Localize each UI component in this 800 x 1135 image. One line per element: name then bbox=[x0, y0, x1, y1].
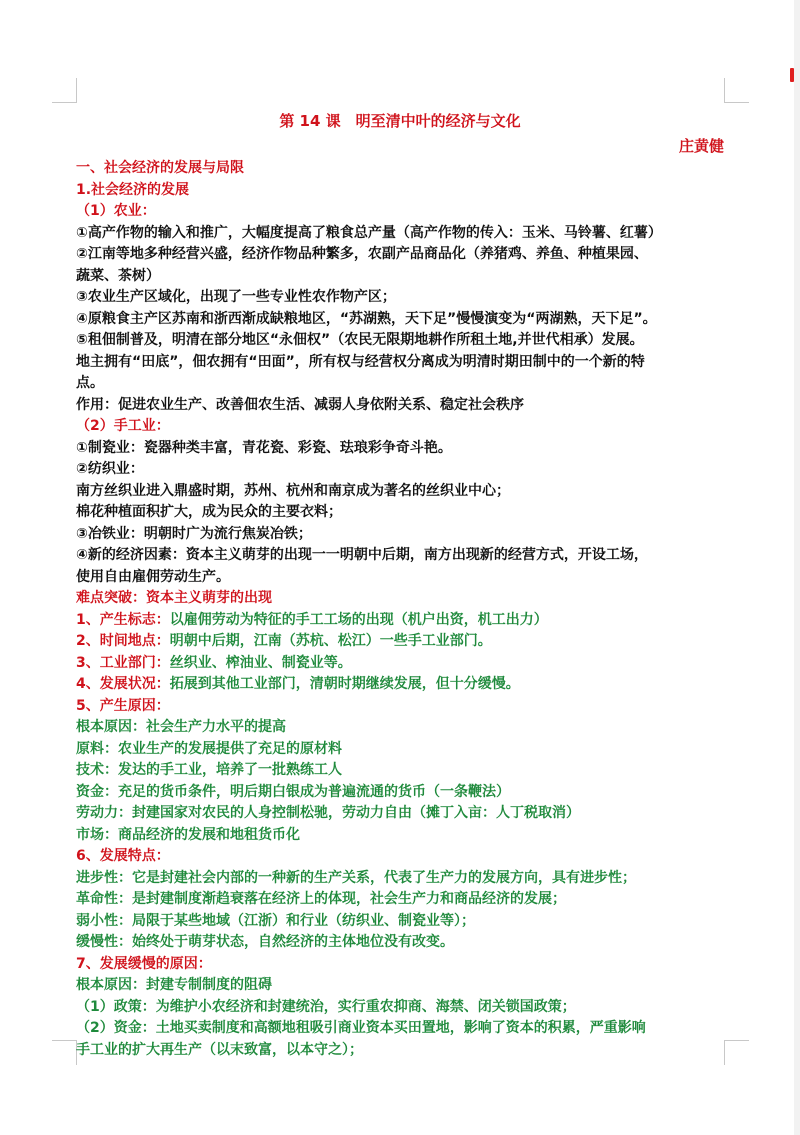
text-segment: （1）政策：为维护小农经济和封建统治，实行重农抑商、海禁、闭关锁国政策； bbox=[76, 998, 576, 1015]
text-line bbox=[76, 180, 724, 202]
text-segment: ③农业生产区域化，出现了一些专业性农作物产区； bbox=[76, 289, 396, 305]
text-segment: ④原粮食主产区苏南和浙西渐成缺粮地区，“苏湖熟，天下足”慢慢演变为“两湖熟，天下足”。 bbox=[76, 310, 657, 327]
text-segment: 以雇佣劳动为特征的手工工场的出现（机户出资，机工出力） bbox=[169, 611, 548, 628]
text-segment: （2）资金：土地买卖制度和高额地租吸引商业资本买田置地，影响了资本的积累，严重影响 bbox=[76, 1020, 646, 1036]
document-body bbox=[76, 108, 724, 1061]
text-segment: 1、产生标志： bbox=[76, 611, 170, 628]
text-segment: 进步性：它是封建社会内部的一种新的生产关系，代表了生产力的发展方向，具有进步性； bbox=[76, 869, 636, 886]
text-segment: ②江南等地多种经营兴盛，经济作物品种繁多，农副产品商品化（养猪鸡、养鱼、种植果园、 bbox=[76, 246, 648, 262]
text-line bbox=[76, 395, 724, 417]
text-segment: 作用：促进农业生产、改善佃农生活、减弱人身依附关系、稳定社会秩序 bbox=[76, 396, 524, 413]
text-line bbox=[76, 481, 724, 503]
text-line bbox=[76, 287, 724, 309]
text-line bbox=[76, 674, 724, 696]
text-line bbox=[76, 631, 724, 653]
text-segment: 难点突破：资本主义萌芽的出现 bbox=[76, 590, 272, 606]
lesson-title: 第 14 课 明至清中叶的经济与文化 bbox=[279, 112, 521, 130]
text-segment: （2）手工业： bbox=[76, 418, 170, 434]
text-line bbox=[76, 416, 724, 438]
text-line bbox=[76, 524, 724, 546]
text-segment: 6、发展特点： bbox=[76, 848, 170, 864]
text-line bbox=[76, 244, 724, 266]
text-segment: 市场：商品经济的发展和地租货币化 bbox=[76, 826, 300, 843]
text-segment: ①高产作物的输入和推广，大幅度提高了粮食总产量（高产作物的传入：玉米、马铃薯、红薯） bbox=[76, 224, 662, 241]
text-segment: 点。 bbox=[76, 375, 104, 391]
text-segment: 弱小性：局限于某些地域（江浙）和行业（纺织业、制瓷业等）； bbox=[76, 912, 475, 929]
text-segment: 2、时间地点： bbox=[76, 633, 170, 649]
text-line bbox=[76, 330, 724, 352]
text-segment: ④新的经济因素：资本主义萌芽的出现一一明朝中后期，南方出现新的经营方式，开设工场， bbox=[76, 547, 648, 563]
crop-mark-bottom-left bbox=[52, 1040, 77, 1065]
text-line bbox=[76, 975, 724, 997]
text-line bbox=[76, 997, 724, 1019]
text-line bbox=[76, 309, 724, 331]
text-segment: 7、发展缓慢的原因： bbox=[76, 955, 212, 972]
text-line bbox=[76, 696, 724, 718]
text-line bbox=[76, 825, 724, 847]
text-line bbox=[76, 588, 724, 610]
text-segment: ①制瓷业：瓷器种类丰富，青花瓷、彩瓷、珐琅彩争奇斗艳。 bbox=[76, 439, 452, 456]
text-segment: ③冶铁业：明朝时广为流行焦炭冶铁； bbox=[76, 525, 312, 542]
text-line bbox=[76, 352, 724, 374]
text-line bbox=[76, 373, 724, 395]
text-segment: 南方丝织业进入鼎盛时期，苏州、杭州和南京成为著名的丝织业中心； bbox=[76, 482, 510, 499]
text-line bbox=[76, 782, 724, 804]
text-segment: 1.社会经济的发展 bbox=[76, 181, 190, 198]
text-segment: ⑤租佃制普及，明清在部分地区“永佃权”（农民无限期地耕作所租土地,并世代相承）发展。 bbox=[76, 332, 644, 348]
text-segment: 原料：农业生产的发展提供了充足的原材料 bbox=[76, 740, 342, 757]
text-lines bbox=[76, 158, 724, 1061]
text-line bbox=[76, 717, 724, 739]
text-segment: 根本原因：社会生产力水平的提高 bbox=[76, 719, 286, 735]
text-line bbox=[76, 911, 724, 933]
text-line bbox=[76, 438, 724, 460]
text-line bbox=[76, 158, 724, 180]
text-line bbox=[76, 201, 724, 223]
text-segment: 蔬菜、茶树） bbox=[76, 267, 160, 284]
text-segment: 4、发展状况： bbox=[76, 676, 170, 692]
text-line bbox=[76, 868, 724, 890]
text-line bbox=[76, 610, 724, 632]
text-segment: 棉花种植面积扩大，成为民众的主要衣料； bbox=[76, 504, 342, 520]
text-line bbox=[76, 567, 724, 589]
text-line bbox=[76, 760, 724, 782]
text-line bbox=[76, 889, 724, 911]
text-segment: 地主拥有“田底”，佃农拥有“田面”，所有权与经营权分离成为明清时期田制中的一个新的特 bbox=[76, 353, 645, 370]
crop-mark-top-left bbox=[52, 78, 77, 103]
text-line bbox=[76, 653, 724, 675]
text-segment: 3、工业部门： bbox=[76, 654, 170, 671]
text-segment: 明朝中后期，江南（苏杭、松江）一些手工业部门。 bbox=[169, 633, 492, 649]
text-segment: 使用自由雇佣劳动生产。 bbox=[76, 568, 230, 585]
text-segment: ②纺织业： bbox=[76, 461, 144, 477]
text-segment: 手工业的扩大再生产（以末致富，以本守之）； bbox=[76, 1041, 363, 1058]
text-line bbox=[76, 545, 724, 567]
text-segment: （1）农业： bbox=[76, 203, 156, 219]
text-line bbox=[76, 954, 724, 976]
text-line bbox=[76, 739, 724, 761]
text-line bbox=[76, 266, 724, 288]
scroll-indicator[interactable] bbox=[790, 68, 794, 82]
text-segment: 革命性：是封建制度渐趋衰落在经济上的体现，社会生产力和商品经济的发展； bbox=[76, 891, 566, 907]
crop-mark-top-right bbox=[724, 78, 749, 103]
text-line bbox=[76, 932, 724, 954]
text-line bbox=[76, 1018, 724, 1040]
text-segment: 资金：充足的货币条件，明后期白银成为普遍流通的货币（一条鞭法） bbox=[76, 783, 510, 800]
author-name: 庄黄健 bbox=[678, 137, 724, 155]
text-segment: 劳动力：封建国家对农民的人身控制松驰，劳动力自由（摊丁入亩：人丁税取消） bbox=[76, 805, 580, 821]
text-segment: 缓慢性：始终处于萌芽状态，自然经济的主体地位没有改变。 bbox=[76, 934, 454, 950]
crop-mark-bottom-right bbox=[724, 1040, 749, 1065]
text-segment: 根本原因：封建专制制度的阻碍 bbox=[76, 977, 272, 993]
text-line bbox=[76, 846, 724, 868]
text-line bbox=[76, 459, 724, 481]
text-segment: 5、产生原因： bbox=[76, 697, 170, 714]
text-segment: 一、社会经济的发展与局限 bbox=[76, 160, 244, 176]
text-segment: 技术：发达的手工业，培养了一批熟练工人 bbox=[76, 762, 342, 778]
text-line bbox=[76, 803, 724, 825]
text-segment: 拓展到其他工业部门，清朝时期继续发展，但十分缓慢。 bbox=[169, 676, 520, 692]
text-line bbox=[76, 223, 724, 245]
text-segment: 丝织业、榨油业、制瓷业等。 bbox=[169, 654, 352, 671]
text-line bbox=[76, 502, 724, 524]
text-line bbox=[76, 1040, 724, 1062]
